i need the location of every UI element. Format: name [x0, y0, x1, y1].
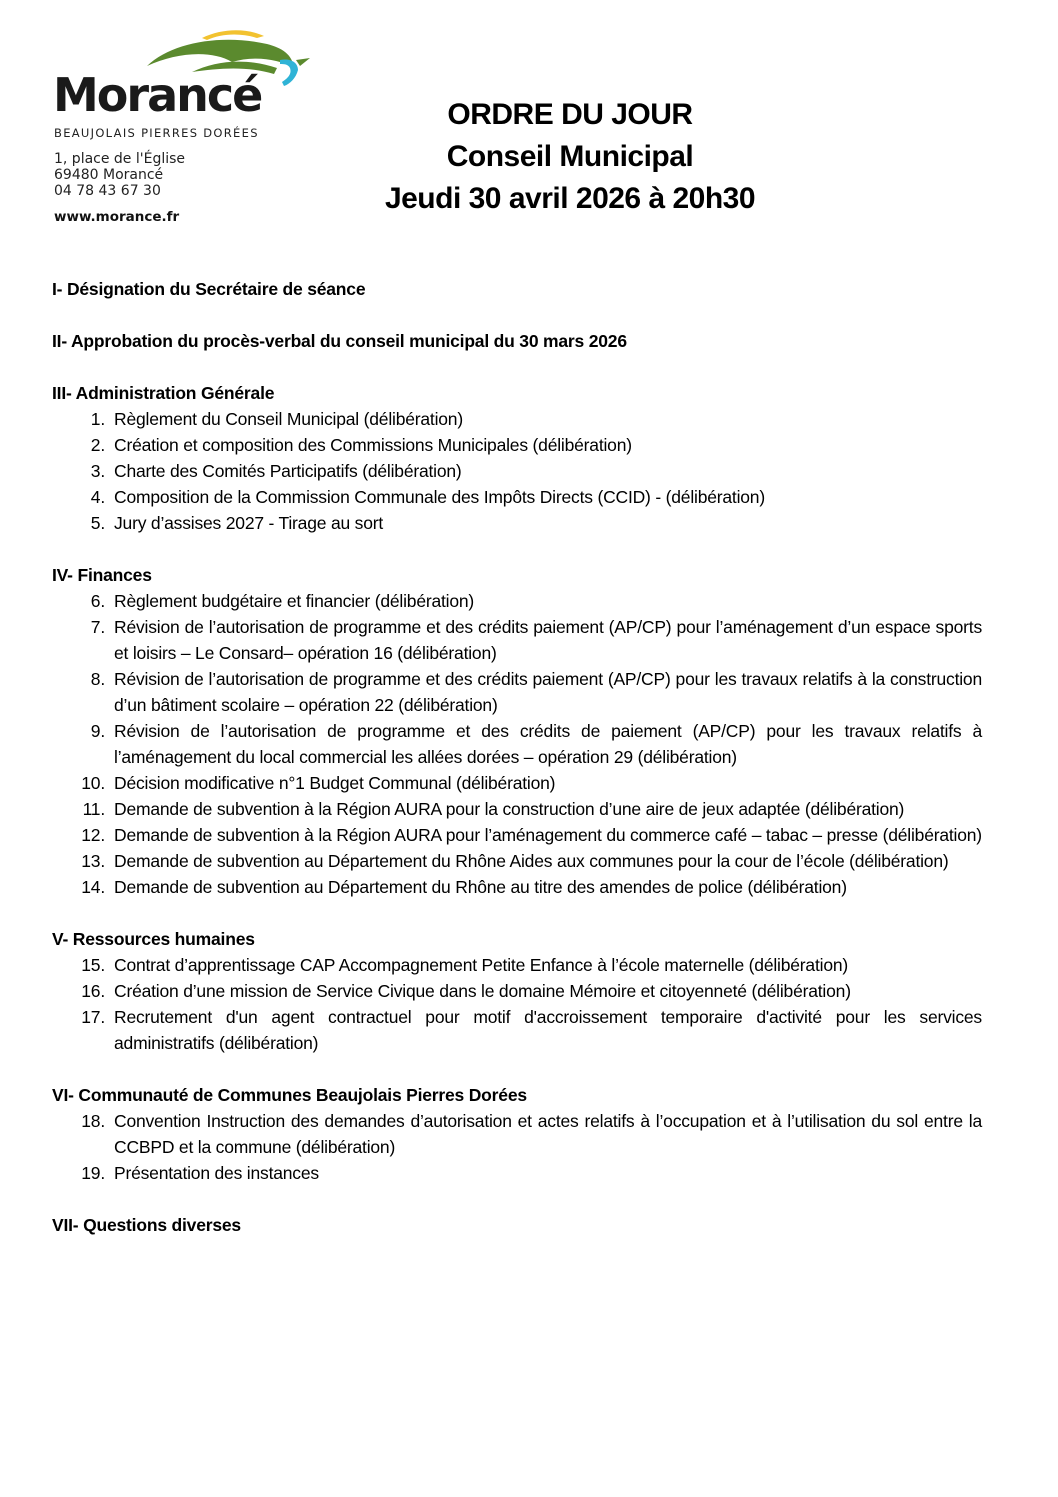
agenda-item: [52, 978, 982, 1004]
item-text: Règlement du Conseil Municipal (délibération): [114, 409, 463, 429]
item-number: 2.: [90, 435, 105, 455]
title-date: Jeudi 30 avril 2026 à 20h30: [384, 182, 756, 215]
address-city: 69480 Morancé: [54, 167, 164, 183]
section-title: II- Approbation du procès-verbal du conseil municipal du 30 mars 2026: [52, 331, 627, 351]
section-questions-diverses: [52, 1212, 982, 1238]
agenda-list: [52, 276, 982, 1264]
morance-logo: [52, 28, 314, 140]
item-number: 15.: [81, 955, 105, 975]
item-text: Révision de l’autorisation de programme et des crédits paiement (AP/CP) pour les travaux relatifs à la construction d’un bâtiment scolaire – opération 22 (délibération): [114, 669, 982, 715]
item-number: 7.: [90, 617, 105, 637]
address-phone: 04 78 43 67 30: [54, 183, 161, 199]
item-number: 17.: [81, 1007, 105, 1027]
item-number: 4.: [90, 487, 105, 507]
item-number: 9.: [90, 721, 105, 741]
section-title: IV- Finances: [52, 565, 152, 585]
item-text: Contrat d’apprentissage CAP Accompagnement Petite Enfance à l’école maternelle (délibération): [114, 955, 849, 975]
section-title: VI- Communauté de Communes Beaujolais Pierres Dorées: [52, 1085, 527, 1105]
item-text: Création d’une mission de Service Civique dans le domaine Mémoire et citoyenneté (délibération): [114, 981, 851, 1001]
item-text: Convention Instruction des demandes d’autorisation et actes relatifs à l’occupation et à l’utilisation du sol entre la CCBPD et la commune (délibération): [114, 1111, 982, 1157]
section-designation: [52, 276, 982, 302]
item-number: 5.: [90, 513, 105, 533]
item-text: Révision de l’autorisation de programme et des crédits de paiement (AP/CP) pour les travaux relatifs à l’aménagement du local commercial les allées dorées – opération 29 (délibération): [114, 721, 982, 767]
section-title: V- Ressources humaines: [52, 929, 255, 949]
agenda-item: [52, 432, 982, 458]
item-text: Décision modificative n°1 Budget Communal (délibération): [114, 773, 556, 793]
agenda-item: [52, 510, 982, 536]
agenda-item: [52, 770, 982, 796]
agenda-item: [52, 458, 982, 484]
item-text: Demande de subvention à la Région AURA pour la construction d’une aire de jeux adaptée (délibération): [114, 799, 905, 819]
item-text: Règlement budgétaire et financier (délibération): [114, 591, 475, 611]
address-block: [54, 151, 185, 199]
agenda-item: [52, 614, 982, 666]
section-ressources-humaines: [52, 926, 982, 1056]
logo-tagline: BEAUJOLAIS PIERRES DORÉES: [54, 126, 259, 140]
item-number: 18.: [81, 1111, 105, 1131]
item-text: Recrutement d'un agent contractuel pour motif d'accroissement temporaire d'activité pour les services administratifs (délibération): [114, 1007, 982, 1053]
agenda-item: [52, 1108, 982, 1160]
item-text: Demande de subvention à la Région AURA pour l’aménagement du commerce café – tabac – presse (délibération): [114, 825, 982, 845]
agenda-item: [52, 952, 982, 978]
item-number: 3.: [90, 461, 105, 481]
title-council: Conseil Municipal: [446, 140, 694, 173]
title-agenda: ORDRE DU JOUR: [447, 98, 693, 131]
agenda-item: [52, 1160, 982, 1186]
agenda-item: [52, 718, 982, 770]
agenda-item: [52, 848, 982, 874]
item-text: Charte des Comités Participatifs (délibération): [114, 461, 462, 481]
agenda-item: [52, 588, 982, 614]
agenda-item: [52, 484, 982, 510]
item-number: 16.: [81, 981, 105, 1001]
item-number: 11.: [82, 799, 105, 819]
item-number: 10.: [81, 773, 105, 793]
website-link[interactable]: www.morance.fr: [54, 209, 180, 225]
logo-wordmark: Morancé: [53, 68, 262, 122]
item-text: Demande de subvention au Département du Rhône au titre des amendes de police (délibération): [114, 877, 847, 897]
item-text: Composition de la Commission Communale des Impôts Directs (CCID) - (délibération): [114, 487, 765, 507]
item-number: 1.: [90, 409, 105, 429]
item-text: Création et composition des Commissions Municipales (délibération): [114, 435, 632, 455]
item-number: 19.: [81, 1163, 105, 1183]
section-communaute-communes: [52, 1082, 982, 1186]
section-approbation: [52, 328, 982, 354]
item-text: Jury d’assises 2027 - Tirage au sort: [114, 513, 384, 533]
section-administration: [52, 380, 982, 536]
item-number: 14.: [81, 877, 105, 897]
section-finances: [52, 562, 982, 900]
item-text: Révision de l’autorisation de programme et des crédits paiement (AP/CP) pour l’aménagement d’un espace sports et loisirs – Le Consard– opération 16 (délibération): [114, 617, 982, 663]
agenda-item: [52, 796, 982, 822]
agenda-item: [52, 874, 982, 900]
section-title: VII- Questions diverses: [52, 1215, 241, 1235]
agenda-item: [52, 666, 982, 718]
item-number: 6.: [90, 591, 105, 611]
agenda-item: [52, 1004, 982, 1056]
section-title: III- Administration Générale: [52, 383, 275, 403]
item-text: Présentation des instances: [114, 1163, 319, 1183]
document-title: [330, 94, 810, 220]
item-number: 13.: [81, 851, 105, 871]
agenda-item: [52, 822, 982, 848]
address-street: 1, place de l'Église: [54, 151, 186, 167]
item-text: Demande de subvention au Département du Rhône Aides aux communes pour la cour de l’école (délibération): [114, 851, 949, 871]
agenda-item: [52, 406, 982, 432]
item-number: 8.: [90, 669, 105, 689]
item-number: 12.: [81, 825, 105, 845]
section-title: I- Désignation du Secrétaire de séance: [52, 279, 366, 299]
